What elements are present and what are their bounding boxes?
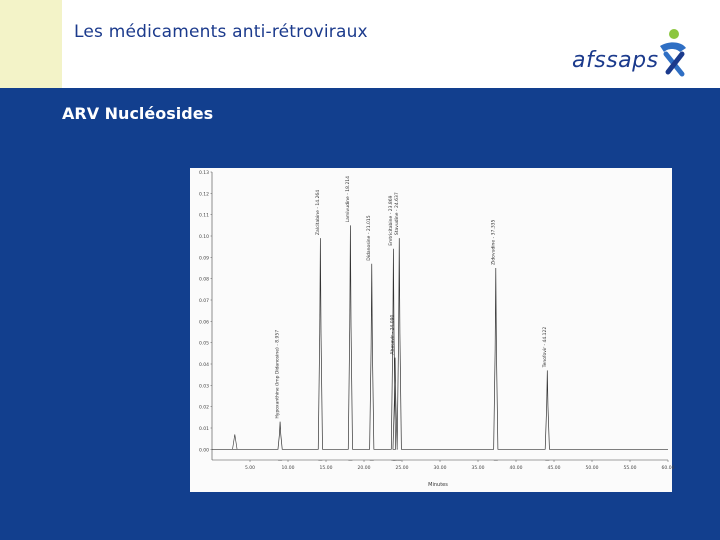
slide-body [0, 88, 720, 540]
x-tick-label: 55.00 [623, 466, 637, 471]
y-tick-label: 0.01 [198, 427, 209, 432]
y-tick-label: 0.03 [198, 384, 209, 390]
afssaps-logo [572, 26, 692, 82]
x-tick-label: 50.00 [585, 466, 599, 471]
x-tick-label: 20.00 [357, 466, 371, 471]
logo-figure-icon [652, 26, 692, 82]
peak-label: Abacavir - 24.090 [390, 314, 396, 355]
slide-header [0, 0, 720, 88]
x-tick-label: 45.00 [547, 466, 561, 471]
peak-label: Didanosine - 21.015 [367, 215, 373, 261]
y-tick-label: 0.12 [198, 192, 209, 198]
y-tick-label: 0.08 [198, 277, 209, 283]
x-tick-label: 10.00 [281, 466, 295, 471]
y-tick-label: 0.04 [198, 363, 209, 368]
x-tick-label: 25.00 [395, 466, 409, 471]
peak-label: Zalcitabine - 14.264 [315, 189, 321, 236]
peak-label: Lamivudine - 18.214 [345, 175, 351, 223]
x-tick-label: 15.00 [319, 466, 333, 471]
header-accent-bar [0, 0, 62, 88]
logo-text: afssaps [572, 48, 659, 73]
x-tick-label: 60.00 [661, 466, 675, 471]
chromatogram-figure [190, 168, 675, 492]
x-tick-label: 40.00 [509, 466, 523, 471]
baseline-bump [233, 434, 238, 449]
chromatogram-chart [190, 168, 675, 492]
peak-label: Tenofovir - 44.122 [542, 326, 548, 368]
peak-label: Hypoxanthine (Imp Didanosine) - 8.957 [275, 329, 281, 419]
y-tick-label: 0.07 [198, 299, 209, 304]
x-tick-label: 35.00 [471, 466, 485, 471]
y-tick-label: 0.00 [198, 448, 209, 454]
y-tick-label: 0.09 [198, 256, 209, 262]
x-tick-label: 5.00 [244, 466, 256, 471]
slide-title: Les médicaments anti-rétroviraux [74, 22, 368, 42]
section-heading: ARV Nucléosides [62, 104, 214, 123]
peak-label: Zidovudine - 37.335 [491, 219, 497, 265]
y-tick-label: 0.10 [198, 235, 209, 240]
y-tick-label: 0.05 [198, 341, 209, 347]
peak-label: Stavudine - 24.637 [394, 192, 400, 236]
y-tick-label: 0.11 [198, 213, 209, 219]
x-tick-label: 30.00 [433, 466, 447, 471]
peak-label: Emtricitabine - 23.869 [388, 195, 394, 246]
y-tick-label: 0.02 [198, 405, 209, 411]
y-tick-label: 0.13 [198, 171, 209, 176]
y-tick-label: 0.06 [198, 320, 209, 326]
x-axis-title: Minutes [428, 482, 448, 488]
